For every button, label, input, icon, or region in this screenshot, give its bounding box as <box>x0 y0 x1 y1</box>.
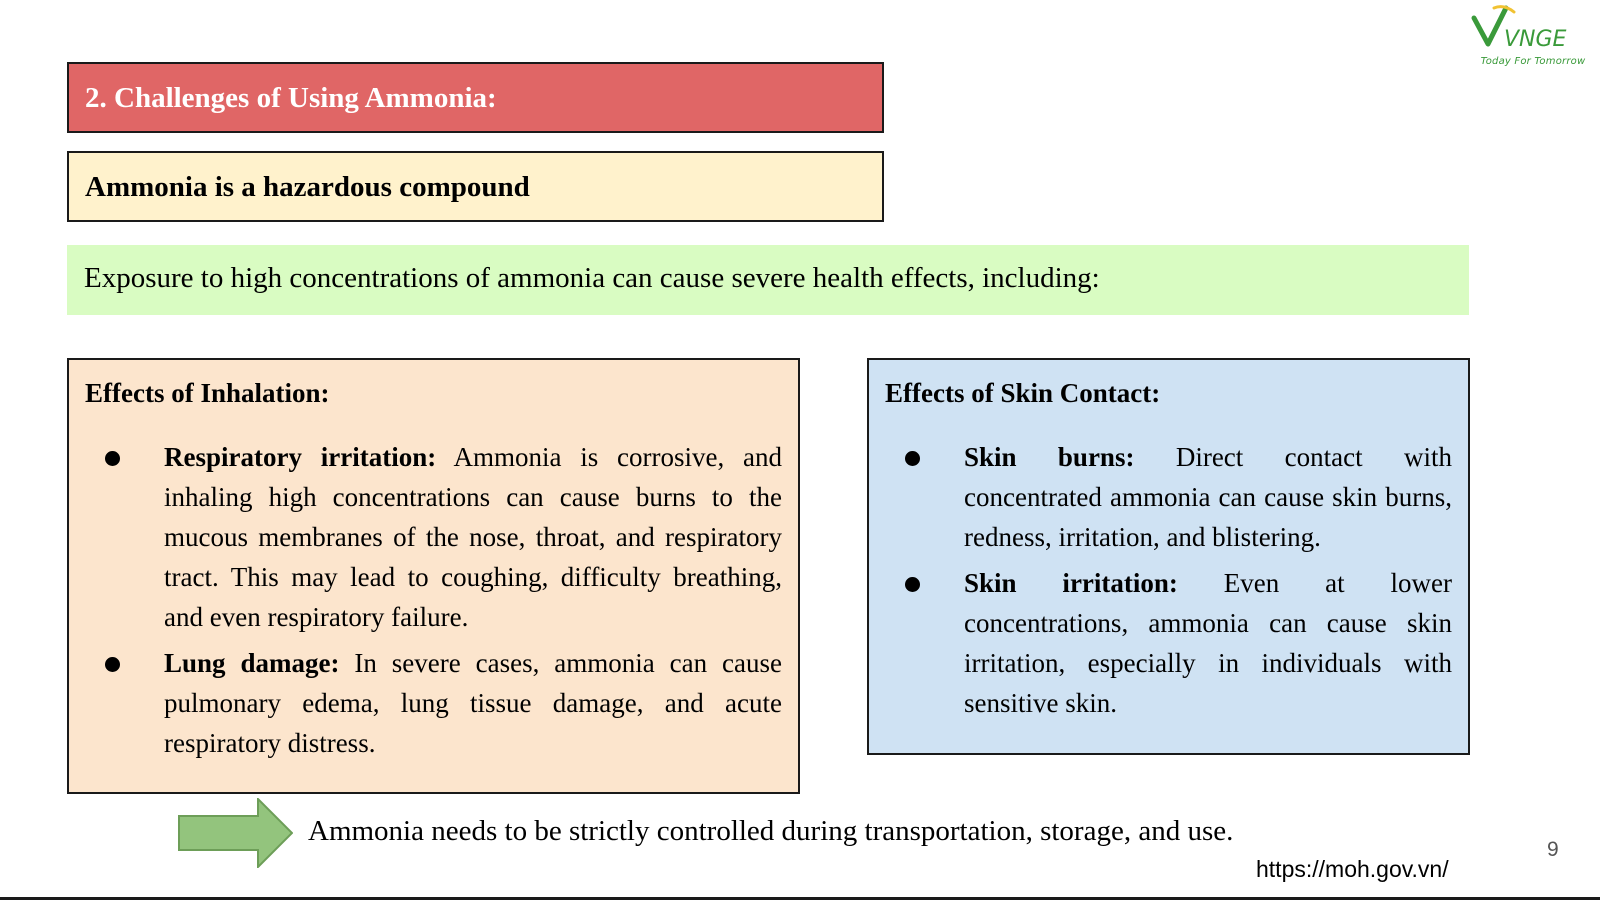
inhalation-panel <box>67 358 800 794</box>
effect-term: Skin burns: <box>964 442 1135 472</box>
skin-contact-panel <box>867 358 1470 755</box>
page-number: 9 <box>1547 838 1559 861</box>
vnge-logo <box>1470 4 1596 66</box>
bullet-icon <box>105 451 120 466</box>
source-link[interactable]: https://moh.gov.vn/ <box>1256 856 1449 882</box>
list-item <box>885 563 1452 723</box>
list-item <box>885 437 1452 557</box>
slide-subtitle: Ammonia is a hazardous compound <box>67 151 884 222</box>
effect-term: Lung damage: <box>164 648 340 678</box>
effect-term: Skin irritation: <box>964 568 1178 598</box>
slide-title: 2. Challenges of Using Ammonia: <box>67 62 884 133</box>
intro-text: Exposure to high concentrations of ammonia can cause severe health effects, including: <box>67 245 1469 315</box>
inhalation-heading: Effects of Inhalation: <box>85 378 330 408</box>
effect-term: Respiratory irritation: <box>164 442 437 472</box>
conclusion-text: Ammonia needs to be strictly controlled during transportation, storage, and use. <box>308 815 1234 847</box>
right-arrow-icon <box>178 798 293 868</box>
skin-contact-list <box>885 437 1452 723</box>
list-item <box>85 437 782 637</box>
list-item <box>85 643 782 763</box>
logo-brand: VNGE <box>1504 27 1567 52</box>
logo-tagline: Today For Tomorrow <box>1480 56 1586 67</box>
bullet-icon <box>905 451 920 466</box>
effect-description: Even at lower concentrations, ammonia can cause skin irritation, especially in individuals with sensitive skin. <box>964 568 1453 718</box>
inhalation-list <box>85 437 782 763</box>
effect-description: Ammonia is corrosive, and inhaling high concentrations can cause burns to the mucous membranes of the nose, throat, and respiratory tract. This may lead to coughing, difficulty breathing, and even respiratory failure. <box>164 442 782 632</box>
effect-description: Direct contact with concentrated ammonia can cause skin burns, redness, irritation, and blistering. <box>964 442 1452 552</box>
bullet-icon <box>105 657 120 672</box>
skin-contact-heading: Effects of Skin Contact: <box>885 378 1161 408</box>
vnge-logo-mark <box>1470 4 1596 56</box>
effect-description: In severe cases, ammonia can cause pulmonary edema, lung tissue damage, and acute respiratory distress. <box>164 648 783 758</box>
bullet-icon <box>905 577 920 592</box>
